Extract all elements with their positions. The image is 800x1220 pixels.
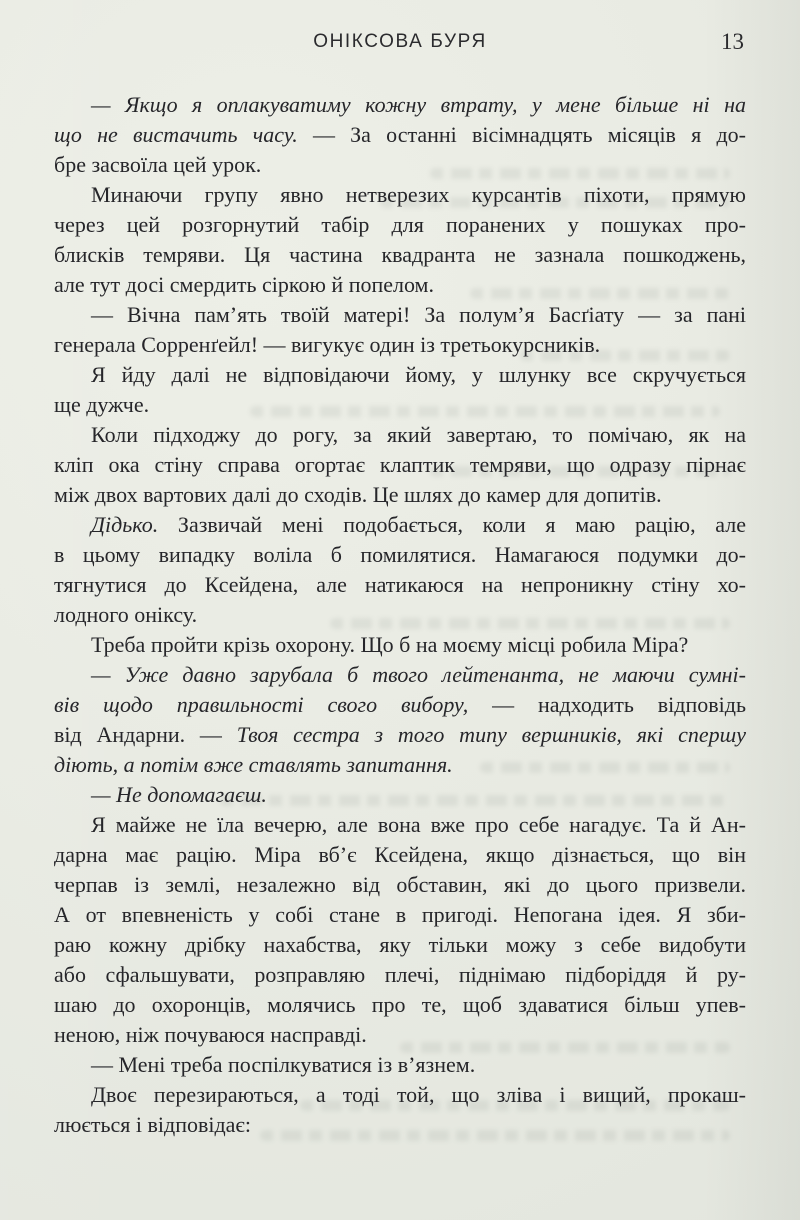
text-segment: кліп ока стіну справа огортає клаптик темряви, що одразу пірнає — [54, 452, 746, 477]
text-line — [54, 630, 746, 660]
text-segment: А от впевненість у собі стане в пригоді. Непогана ідея. Я зби- — [54, 902, 746, 927]
text-segment: але тут досі смердить сіркою й попелом. — [54, 272, 434, 297]
text-segment: — Вічна пам’ять твоїй матері! За полум’я Басґіату — за пані — [91, 302, 746, 327]
text-segment: тягнутися до Ксейдена, але натикаюся на непроникну стіну хо- — [54, 572, 746, 597]
text-segment: Я йду далі не відповідаючи йому, у шлунку все скручується — [91, 362, 746, 387]
text-line — [54, 660, 746, 690]
text-line — [54, 810, 746, 840]
text-segment: ще дужче. — [54, 392, 150, 417]
text-segment: Коли підходжу до рогу, за який завертаю, то помічаю, як на — [91, 422, 746, 447]
text-segment: — надходить відповідь — [468, 692, 746, 717]
text-line — [54, 150, 746, 180]
italic-text-segment: Дідько. — [91, 512, 159, 537]
text-segment: Двоє перезираються, а тоді той, що зліва і вищий, прокаш- — [91, 1082, 746, 1107]
text-line — [54, 390, 746, 420]
text-segment: люється і відповідає: — [54, 1112, 251, 1137]
text-segment: шаю до охоронців, молячись про те, щоб здаватися більш упев- — [54, 992, 746, 1017]
italic-text-segment: Твоя сестра з того типу вершників, які спершу — [236, 722, 747, 747]
text-line — [54, 450, 746, 480]
text-line — [54, 120, 746, 150]
text-line — [54, 990, 746, 1020]
text-line — [54, 360, 746, 390]
text-segment: черпав із землі, незалежно від обставин, які до цього призвели. — [54, 872, 746, 897]
text-line — [54, 1020, 746, 1050]
italic-text-segment: діють, а потім вже ставлять запитання. — [54, 752, 453, 777]
text-line — [54, 1110, 746, 1140]
text-segment: раю кожну дрібку нахабства, яку тільки можу з себе видобути — [54, 932, 746, 957]
text-segment: через цей розгорнутий табір для поранених у пошуках про- — [54, 212, 746, 237]
page-number: 13 — [721, 29, 744, 54]
text-segment: Минаючи групу явно нетверезих курсантів піхоти, прямую — [91, 182, 746, 207]
text-line — [54, 420, 746, 450]
text-segment: від Андарни. — — [54, 722, 237, 747]
text-line — [54, 570, 746, 600]
italic-text-segment: — Не допомагаєш. — [91, 782, 267, 807]
text-line — [54, 720, 746, 750]
text-segment: в цьому випадку воліла б помилятися. Намагаюся подумки до- — [54, 542, 746, 567]
text-line — [54, 210, 746, 240]
text-line — [54, 600, 746, 630]
text-segment: — За останні вісімнадцять місяців я до- — [297, 122, 746, 147]
text-line — [54, 180, 746, 210]
text-segment: бре засвоїла цей урок. — [54, 152, 262, 177]
text-line — [54, 90, 746, 120]
italic-text-segment: вів щодо правильності свого вибору, — [54, 692, 469, 717]
italic-text-segment: що не вистачить часу. — [54, 122, 298, 147]
text-segment: лодного оніксу. — [54, 602, 198, 627]
text-segment: Треба пройти крізь охорону. Що б на моєму місці робила Міра? — [91, 632, 689, 657]
text-segment: між двох вартових далі до сходів. Це шлях до камер для допитів. — [54, 482, 662, 507]
text-line — [54, 690, 746, 720]
text-line — [54, 240, 746, 270]
text-segment: генерала Сорренґейл! — вигукує один із третьокурсників. — [54, 332, 601, 357]
text-line — [54, 300, 746, 330]
body-text — [54, 90, 746, 1140]
text-line — [54, 540, 746, 570]
running-title: ОНІКСОВА БУРЯ — [313, 31, 487, 52]
text-line — [54, 480, 746, 510]
text-segment: неною, ніж почуваюся насправді. — [54, 1022, 367, 1047]
text-line — [54, 1080, 746, 1110]
text-line — [54, 900, 746, 930]
text-line — [54, 1050, 746, 1080]
italic-text-segment: — Якщо я оплакуватиму кожну втрату, у мене більше ні на — [91, 92, 746, 117]
text-line — [54, 840, 746, 870]
text-line — [54, 930, 746, 960]
text-segment: — Мені треба поспілкуватися із в’язнем. — [91, 1052, 476, 1077]
text-line — [54, 780, 746, 810]
text-line — [54, 330, 746, 360]
text-line — [54, 750, 746, 780]
text-line — [54, 960, 746, 990]
text-segment: дарна має рацію. Міра вб’є Ксейдена, якщо дізнається, що він — [54, 842, 746, 867]
text-line — [54, 870, 746, 900]
running-header — [54, 31, 746, 57]
italic-text-segment: — Уже давно зарубала б твого лейтенанта, не маючи сумні- — [91, 662, 746, 687]
text-segment: блисків темряви. Ця частина квадранта не зазнала пошкоджень, — [54, 242, 746, 267]
text-segment: Зазвичай мені подобається, коли я маю рацію, але — [158, 512, 746, 537]
text-line — [54, 270, 746, 300]
text-line — [54, 510, 746, 540]
text-segment: або сфальшувати, розправляю плечі, піднімаю підборіддя й ру- — [54, 962, 746, 987]
text-segment: Я майже не їла вечерю, але вона вже про себе нагадує. Та й Ан- — [91, 812, 746, 837]
